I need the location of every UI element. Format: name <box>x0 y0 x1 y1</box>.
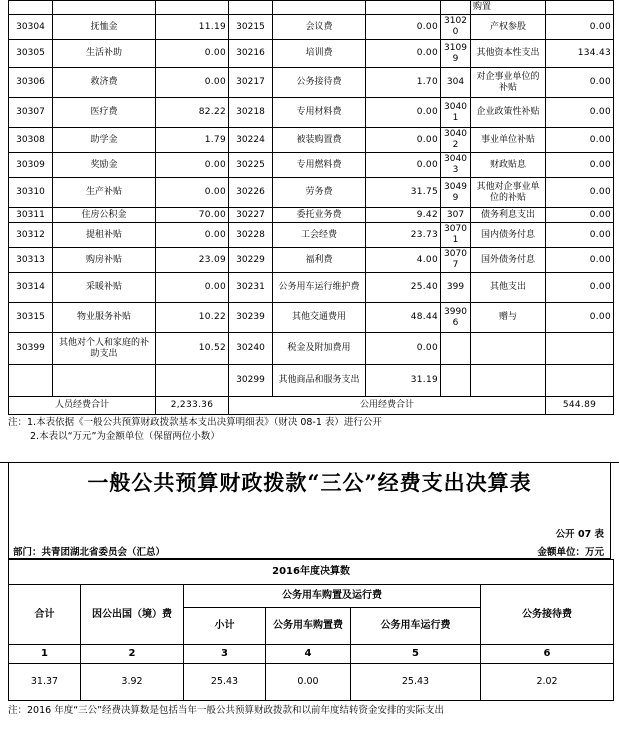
public-total-label: 公用经费合计 <box>229 397 546 415</box>
cell-c2: 生产补贴 <box>53 178 156 208</box>
cell-c5: 福利费 <box>273 248 366 273</box>
table-row-values <box>9 664 614 701</box>
table-row <box>9 273 614 303</box>
cell-c2 <box>53 365 156 397</box>
table-row-group-header <box>9 560 614 585</box>
value-cell-1: 31.37 <box>9 664 81 701</box>
cell-c8: 国外债务付息 <box>471 248 546 273</box>
cell-c2: 提租补贴 <box>53 223 156 248</box>
cell-c7: 304 <box>441 68 471 98</box>
cell-c8: 债务利息支出 <box>471 208 546 223</box>
cell-c8: 其他支出 <box>471 273 546 303</box>
cell-c6: 0.00 <box>366 128 441 153</box>
cell-c3: 1.79 <box>156 128 229 153</box>
table-row-index <box>9 645 614 664</box>
cell-c7: 31020 <box>441 15 471 40</box>
header-col-vehicle-group: 公务用车购置及运行费 <box>184 585 481 608</box>
header-col-vehicle-subtotal: 小计 <box>184 608 266 645</box>
cell-c8: 产权参股 <box>471 15 546 40</box>
cell-c1: 30304 <box>9 15 53 40</box>
cell-c1: 30307 <box>9 98 53 128</box>
table-row <box>9 248 614 273</box>
cell-c3 <box>156 365 229 397</box>
cell-c2: 其他对个人和家庭的补助支出 <box>53 333 156 365</box>
cell-c7: 30707 <box>441 248 471 273</box>
cell-c1 <box>9 365 53 397</box>
table-row <box>9 365 614 397</box>
cell-c5: 会议费 <box>273 15 366 40</box>
cell-c9: 0.00 <box>546 128 614 153</box>
cell-c7: 30701 <box>441 223 471 248</box>
cell-c3: 0.00 <box>156 153 229 178</box>
cell-c8: 赠与 <box>471 303 546 333</box>
cell-c6: 0.00 <box>366 153 441 178</box>
cell-c2: 住房公积金 <box>53 208 156 223</box>
public-total-value: 544.89 <box>546 397 614 415</box>
cell-c9: 0.00 <box>546 15 614 40</box>
cell-c3: 82.22 <box>156 98 229 128</box>
cell-c1: 30306 <box>9 68 53 98</box>
cell-c6: 4.00 <box>366 248 441 273</box>
cell-c7: 30403 <box>441 153 471 178</box>
cell-c6: 31.75 <box>366 178 441 208</box>
cell-c7: 307 <box>441 208 471 223</box>
clipped-cell-empty <box>53 1 156 15</box>
cell-c3: 11.19 <box>156 15 229 40</box>
column-index-6: 6 <box>481 645 614 664</box>
cell-c8: 企业政策性补贴 <box>471 98 546 128</box>
cell-c3: 10.52 <box>156 333 229 365</box>
table-row-clipped-top <box>9 1 614 15</box>
cell-c4: 30224 <box>229 128 273 153</box>
value-cell-3: 25.43 <box>184 664 266 701</box>
cell-c1: 30308 <box>9 128 53 153</box>
cell-c5: 其他商品和服务支出 <box>273 365 366 397</box>
cell-c2: 医疗费 <box>53 98 156 128</box>
clipped-cell-empty <box>9 1 53 15</box>
cell-c1: 30310 <box>9 178 53 208</box>
cell-c8: 财政贴息 <box>471 153 546 178</box>
cell-c9: 0.00 <box>546 178 614 208</box>
cell-c4: 30216 <box>229 40 273 68</box>
clipped-cell-empty <box>229 1 273 15</box>
cell-c5: 公务用车运行维护费 <box>273 273 366 303</box>
cell-c9: 0.00 <box>546 153 614 178</box>
cell-c3: 10.22 <box>156 303 229 333</box>
personnel-total-label: 人员经费合计 <box>9 397 156 415</box>
cell-c7 <box>441 333 471 365</box>
cell-c4: 30240 <box>229 333 273 365</box>
value-cell-6: 2.02 <box>481 664 614 701</box>
table-row <box>9 15 614 40</box>
cell-c1: 30313 <box>9 248 53 273</box>
cell-c6: 0.00 <box>366 333 441 365</box>
cell-c4: 30225 <box>229 153 273 178</box>
table-row <box>9 178 614 208</box>
table-row-totals <box>9 397 614 415</box>
cell-c7: 30402 <box>441 128 471 153</box>
table-row <box>9 153 614 178</box>
cell-c3: 0.00 <box>156 68 229 98</box>
cell-c5: 其他交通费用 <box>273 303 366 333</box>
header-col-total: 合计 <box>9 585 81 645</box>
table-row <box>9 40 614 68</box>
cell-c4: 30239 <box>229 303 273 333</box>
cell-c2: 购房补贴 <box>53 248 156 273</box>
basic-expenditure-detail-table <box>8 0 614 415</box>
cell-c4: 30217 <box>229 68 273 98</box>
cell-c7: 39906 <box>441 303 471 333</box>
cell-c7: 30401 <box>441 98 471 128</box>
cell-c9: 0.00 <box>546 68 614 98</box>
cell-c2: 抚恤金 <box>53 15 156 40</box>
cell-c4: 30231 <box>229 273 273 303</box>
table-row-header-1 <box>9 585 614 608</box>
three-public-expenses-table <box>8 559 614 701</box>
cell-c7: 30499 <box>441 178 471 208</box>
cell-c5: 专用燃料费 <box>273 153 366 178</box>
column-index-4: 4 <box>266 645 351 664</box>
value-cell-2: 3.92 <box>81 664 184 701</box>
cell-c3: 70.00 <box>156 208 229 223</box>
cell-c2: 救济费 <box>53 68 156 98</box>
cell-c5: 工会经费 <box>273 223 366 248</box>
cell-c5: 公务接待费 <box>273 68 366 98</box>
cell-c4: 30299 <box>229 365 273 397</box>
clipped-cell-empty <box>156 1 229 15</box>
cell-c3: 0.00 <box>156 223 229 248</box>
cell-c9: 0.00 <box>546 223 614 248</box>
cell-c8: 国内债务付息 <box>471 223 546 248</box>
cell-c9 <box>546 333 614 365</box>
cell-c9: 0.00 <box>546 273 614 303</box>
page-title: 一般公共预算财政拨款“三公”经费支出决算表 <box>8 463 611 503</box>
clipped-cell-empty <box>366 1 441 15</box>
cell-c6: 25.40 <box>366 273 441 303</box>
cell-c5: 税金及附加费用 <box>273 333 366 365</box>
header-col-reception: 公务接待费 <box>481 585 614 645</box>
cell-c2: 生活补助 <box>53 40 156 68</box>
clipped-cell-empty <box>546 1 614 15</box>
cell-c8 <box>471 333 546 365</box>
cell-c2: 采暖补贴 <box>53 273 156 303</box>
cell-c4: 30227 <box>229 208 273 223</box>
value-cell-5: 25.43 <box>351 664 481 701</box>
cell-c8: 其他资本性支出 <box>471 40 546 68</box>
value-cell-4: 0.00 <box>266 664 351 701</box>
sheet2-note: 注：2016 年度“三公”经费决算数是包括当年一般公共预算财政拨款和以前年度结转资金安排的实际支出 <box>8 705 445 716</box>
sheet1-note-2: 2.本表以“万元”为金额单位（保留两位小数） <box>30 431 220 442</box>
cell-c8: 事业单位补贴 <box>471 128 546 153</box>
column-index-2: 2 <box>81 645 184 664</box>
cell-c5: 专用材料费 <box>273 98 366 128</box>
header-col-vehicle-operation: 公务用车运行费 <box>351 608 481 645</box>
cell-c3: 0.00 <box>156 273 229 303</box>
cell-c1: 30312 <box>9 223 53 248</box>
cell-c8: 对企事业单位的补贴 <box>471 68 546 98</box>
form-number: 公开 07 表 <box>8 527 611 543</box>
table-row <box>9 223 614 248</box>
cell-c9 <box>546 365 614 397</box>
cell-c5: 培训费 <box>273 40 366 68</box>
cell-c9: 0.00 <box>546 208 614 223</box>
header-year-span: 2016年度决算数 <box>9 560 614 585</box>
header-col-abroad: 因公出国（境）费 <box>81 585 184 645</box>
sheet1-note-1: 注：1.本表依据《一般公共预算财政拨款基本支出决算明细表》（财决 08-1 表）进行公开 <box>8 417 382 428</box>
column-index-3: 3 <box>184 645 266 664</box>
cell-c6: 1.70 <box>366 68 441 98</box>
table-row <box>9 128 614 153</box>
cell-c3: 0.00 <box>156 40 229 68</box>
clipped-cell-text: 购置 <box>471 1 546 15</box>
column-index-1: 1 <box>9 645 81 664</box>
cell-c6: 9.42 <box>366 208 441 223</box>
cell-c4: 30218 <box>229 98 273 128</box>
cell-c2: 物业服务补贴 <box>53 303 156 333</box>
amount-unit-label: 金额单位：万元 <box>537 547 604 558</box>
cell-c9: 0.00 <box>546 98 614 128</box>
cell-c6: 23.73 <box>366 223 441 248</box>
cell-c7: 31099 <box>441 40 471 68</box>
cell-c4: 30215 <box>229 15 273 40</box>
sheet1-notes <box>8 416 613 444</box>
cell-c3: 0.00 <box>156 178 229 208</box>
cell-c4: 30229 <box>229 248 273 273</box>
column-index-5: 5 <box>351 645 481 664</box>
cell-c6: 48.44 <box>366 303 441 333</box>
cell-c5: 委托业务费 <box>273 208 366 223</box>
cell-c8 <box>471 365 546 397</box>
cell-c1: 30314 <box>9 273 53 303</box>
cell-c5: 劳务费 <box>273 178 366 208</box>
personnel-total-value: 2,233.36 <box>156 397 229 415</box>
cell-c9: 0.00 <box>546 303 614 333</box>
title-spacer <box>8 503 611 527</box>
table-row <box>9 68 614 98</box>
cell-c9: 0.00 <box>546 248 614 273</box>
cell-c2: 助学金 <box>53 128 156 153</box>
cell-c4: 30226 <box>229 178 273 208</box>
cell-c1: 30305 <box>9 40 53 68</box>
cell-c6: 0.00 <box>366 40 441 68</box>
table-row <box>9 333 614 365</box>
cell-c2: 奖励金 <box>53 153 156 178</box>
table-row <box>9 303 614 333</box>
department-label: 部门：共青团湖北省委员会（汇总） <box>13 547 166 558</box>
cell-c3: 23.09 <box>156 248 229 273</box>
cell-c6: 0.00 <box>366 98 441 128</box>
table-row <box>9 98 614 128</box>
cell-c6: 31.19 <box>366 365 441 397</box>
clipped-cell-empty <box>273 1 366 15</box>
clipped-cell-empty <box>441 1 471 15</box>
table-row <box>9 208 614 223</box>
cell-c5: 被装购置费 <box>273 128 366 153</box>
cell-c1: 30309 <box>9 153 53 178</box>
cell-c1: 30311 <box>9 208 53 223</box>
header-col-vehicle-purchase: 公务用车购置费 <box>266 608 351 645</box>
cell-c1: 30315 <box>9 303 53 333</box>
cell-c6: 0.00 <box>366 15 441 40</box>
cell-c9: 134.43 <box>546 40 614 68</box>
cell-c4: 30228 <box>229 223 273 248</box>
cell-c8: 其他对企事业单位的补贴 <box>471 178 546 208</box>
cell-c7: 399 <box>441 273 471 303</box>
sheet2-meta-row <box>8 543 611 559</box>
three-public-expenses-section <box>0 462 619 718</box>
cell-c7 <box>441 365 471 397</box>
cell-c1: 30399 <box>9 333 53 365</box>
